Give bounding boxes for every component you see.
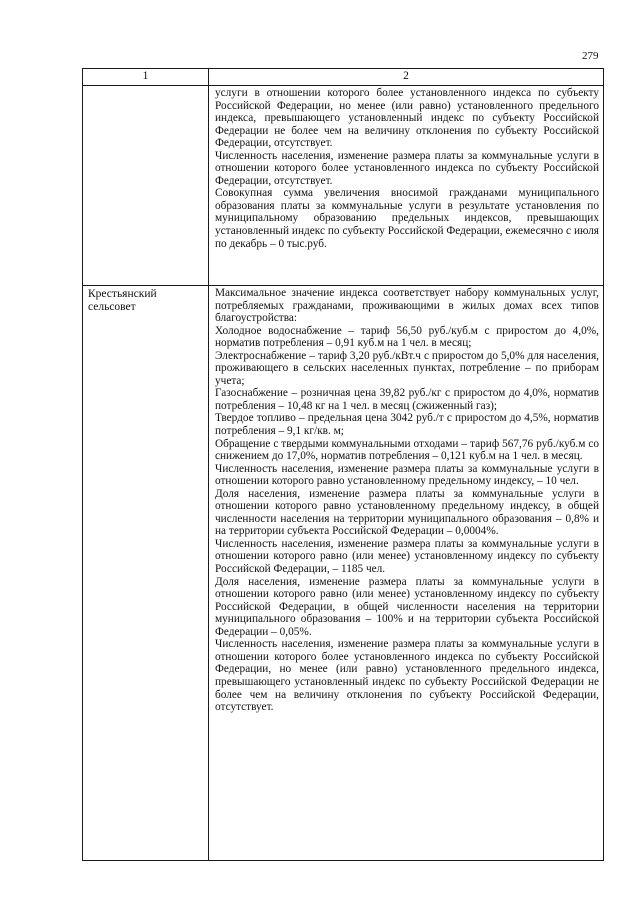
- municipality-name-cell: [83, 86, 209, 286]
- description-cell: [209, 86, 604, 286]
- description-cell: [209, 286, 604, 861]
- paragraph: Максимальное значение индекса соответствует набору коммунальных услуг, потребляемых гражданами, проживающими в жилых домах всех типов благоустройства:: [215, 287, 599, 325]
- paragraph: Электроснабжение – тариф 3,20 руб./кВт.ч с приростом до 5,0% для населения, проживающего в сельских населенных пунктах, потребление – по приборам учета;: [215, 349, 599, 387]
- table-header-row: [83, 69, 604, 86]
- column-header-1: 1: [83, 69, 209, 86]
- paragraph: Совокупная сумма увеличения вносимой гражданами муниципального образования платы за коммунальные услуги в результате установления по муниципальному образованию предельных индексов, превышающих установленный индекс по субъекту Российской Федерации, ежемесячно с июля по декабрь – 0 тыс.руб.: [215, 187, 599, 250]
- table-row: [83, 86, 604, 286]
- paragraph: Твердое топливо – предельная цена 3042 руб./т с приростом до 4,5%, норматив потребления – 9,1 кг/кв. м;: [215, 412, 599, 438]
- paragraph: Численность населения, изменение размера платы за коммунальные услуги в отношении которого более установленного индекса по субъекту Российской Федерации, но менее (или равно) установленного предельного индекса, превышающего установленный индекс по субъекту Российской Федерации не более чем на величину отклонения по субъекту Российской Федерации, отсутствует.: [215, 638, 599, 714]
- paragraph: услуги в отношении которого более установленного индекса по субъекту Российской Федерации, но менее (или равно) установленного предельного индекса, превышающего установленный индекс по субъекту Российской Федерации не более чем на величину отклонения по субъекту Российской Федерации, отсутствует.: [215, 87, 599, 150]
- paragraph: Численность населения, изменение размера платы за коммунальные услуги в отношении которого равно (или менее) установленному индексу по субъекту Российской Федерации, – 1185 чел.: [215, 537, 599, 576]
- document-table: [82, 68, 604, 861]
- paragraph: Холодное водоснабжение – тариф 56,50 руб./куб.м с приростом до 4,0%, норматив потребления – 0,91 куб.м на 1 чел. в месяц;: [215, 324, 599, 350]
- paragraph: Численность населения, изменение размера платы за коммунальные услуги в отношении которого более установленного индекса по субъекту Российской Федерации, отсутствует.: [215, 149, 599, 187]
- paragraph: Доля населения, изменение размера платы за коммунальные услуги в отношении которого равно (или менее) установленному индексу по субъекту Российской Федерации, в общей численности населения на территории муниципального образования – 100% и на территории субъекта Российской Федерации – 0,05%.: [215, 575, 599, 638]
- municipality-name-cell: Крестьянский сельсовет: [83, 286, 209, 861]
- table-row: [83, 286, 604, 861]
- paragraph: Обращение с твердыми коммунальными отходами – тариф 567,76 руб./куб.м со снижением до 17,0%, норматив потребления – 0,121 куб.м на 1 чел. в месяц.: [215, 437, 599, 463]
- paragraph: Газоснабжение – розничная цена 39,82 руб./кг с приростом до 4,0%, норматив потребления – 10,48 кг на 1 чел. в месяц (сжиженный газ);: [215, 387, 599, 412]
- paragraph: Численность населения, изменение размера платы за коммунальные услуги в отношении которого равно установленному предельному индексу, – 10 чел.: [215, 462, 599, 488]
- column-header-2: 2: [209, 69, 604, 86]
- page-number: 279: [582, 50, 599, 62]
- paragraph: Доля населения, изменение размера платы за коммунальные услуги в отношении которого равно установленному предельному индексу, в общей численности населения на территории муниципального образования – 0,8% и на территории субъекта Российской Федерации – 0,0004%.: [215, 487, 599, 538]
